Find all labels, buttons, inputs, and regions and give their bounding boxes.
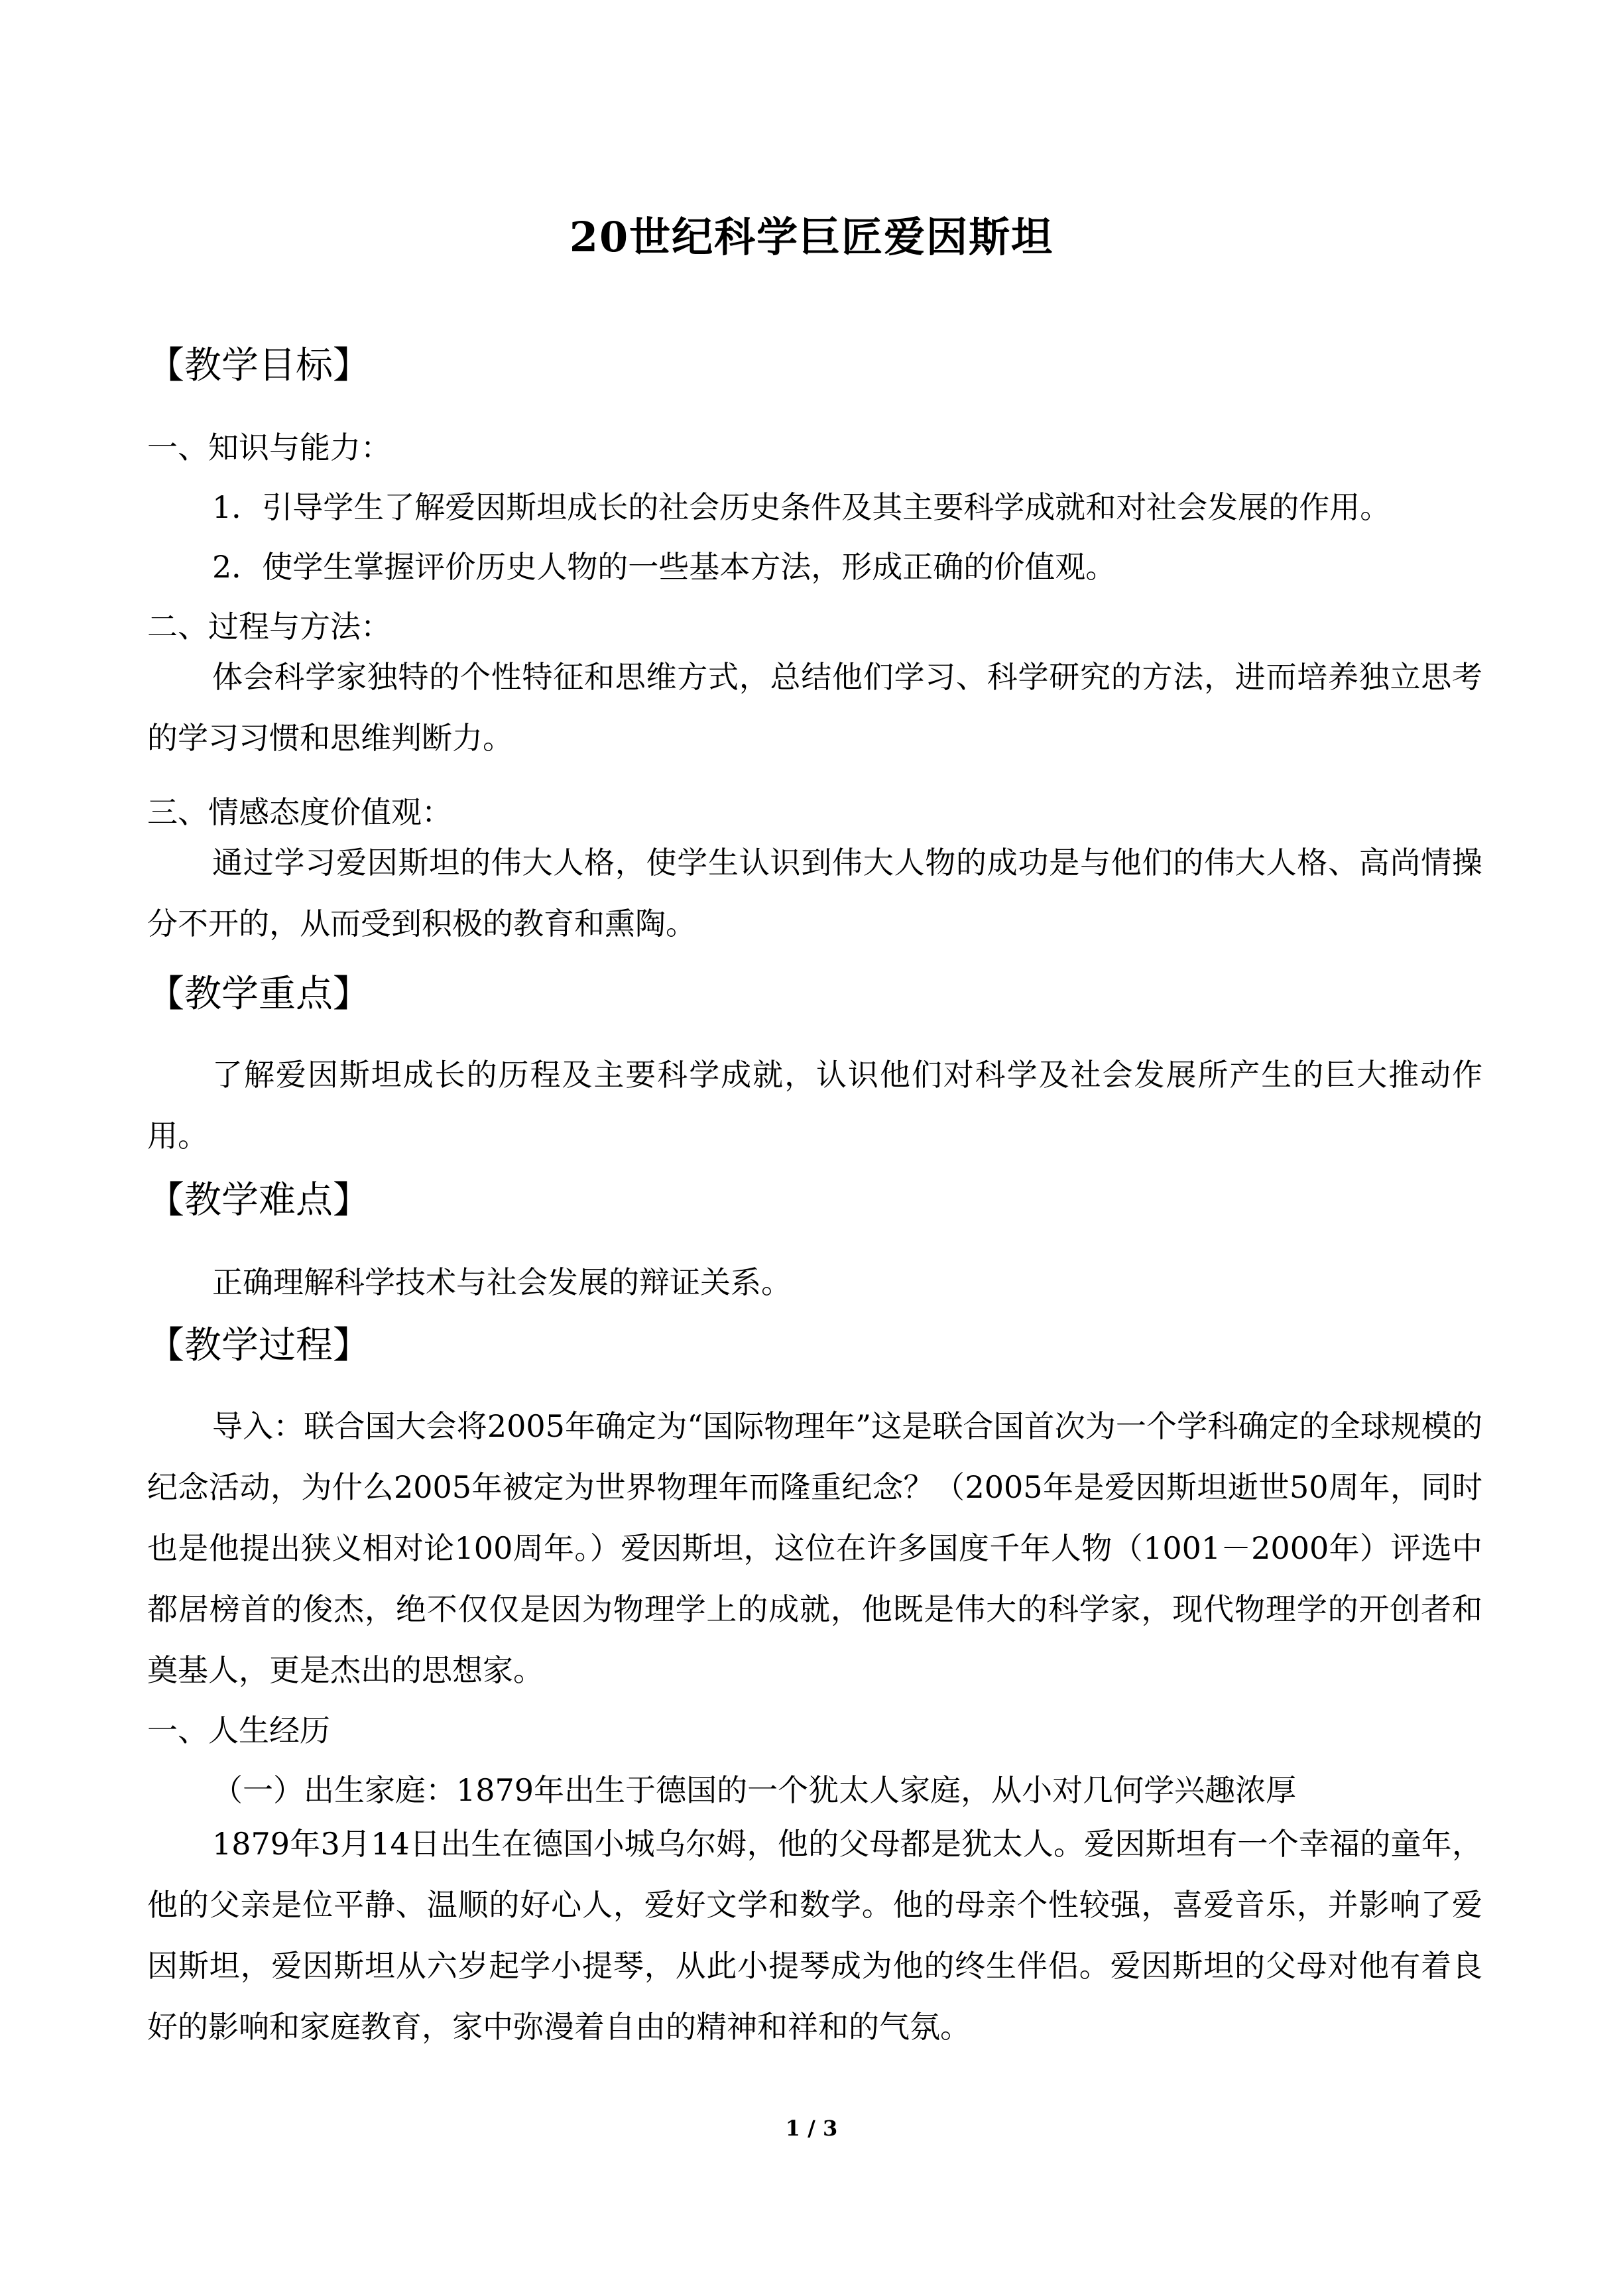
label-life-experience: 一、人生经历 (147, 1713, 330, 1748)
label-values: 三、情感态度价值观： (147, 794, 452, 830)
paragraph-process-method: 体会科学家独特的个性特征和思维方式，总结他们学习、科学研究的方法，进而培养独立思考的学习习惯和思维判断力。 (147, 659, 1482, 756)
paragraph-intro: 导入：联合国大会将2005年确定为“国际物理年”这是联合国首次为一个学科确定的全球规模的纪念活动，为什么2005年被定为世界物理年而隆重纪念？（2005年是爱因斯坦逝世50周年，同时也是他提出狭义相对论100周年。）爱因斯坦，这位在许多国度千年人物（1001－2000年）评选中都居榜首的俊杰，绝不仅仅是因为物理学上的成就，他既是伟大的科学家，现代物理学的开创者和奠基人，更是杰出的思想家。 (147, 1408, 1482, 1688)
knowledge-item-2: 2．使学生掌握评价历史人物的一些基本方法，形成正确的价值观。 (212, 549, 1116, 585)
heading-key-points: 【教学重点】 (147, 973, 370, 1016)
heading-process: 【教学过程】 (147, 1324, 370, 1367)
paragraph-difficulties: 正确理解科学技术与社会发展的辩证关系。 (212, 1264, 792, 1300)
paragraph-values: 通过学习爱因斯坦的伟大人格，使学生认识到伟大人物的成功是与他们的伟大人格、高尚情操分不开的，从而受到积极的教育和熏陶。 (147, 845, 1482, 941)
heading-difficulties: 【教学难点】 (147, 1179, 370, 1222)
heading-objectives: 【教学目标】 (147, 344, 370, 387)
paragraph-birth-family: 1879年3月14日出生在德国小城乌尔姆，他的父母都是犹太人。爱因斯坦有一个幸福的童年，他的父亲是位平静、温顺的好心人，爱好文学和数学。他的母亲个性较强，喜爱音乐，并影响了爱因斯坦，爱因斯坦从六岁起学小提琴，从此小提琴成为他的终生伴侣。爱因斯坦的父母对他有着良好的影响和家庭教育，家中弥漫着自由的精神和祥和的气氛。 (147, 1826, 1482, 2045)
page-number: 1 / 3 (785, 2116, 838, 2141)
label-process-method: 二、过程与方法： (147, 609, 391, 644)
document-title: 20世纪科学巨匠爱因斯坦 (569, 213, 1054, 261)
label-knowledge: 一、知识与能力： (147, 430, 391, 465)
label-birth-family: （一）出生家庭：1879年出生于德国的一个犹太人家庭，从小对几何学兴趣浓厚 (212, 1772, 1297, 1808)
knowledge-item-1: 1．引导学生了解爱因斯坦成长的社会历史条件及其主要科学成就和对社会发展的作用。 (212, 489, 1391, 525)
paragraph-key-points: 了解爱因斯坦成长的历程及主要科学成就，认识他们对科学及社会发展所产生的巨大推动作用。 (147, 1057, 1482, 1154)
